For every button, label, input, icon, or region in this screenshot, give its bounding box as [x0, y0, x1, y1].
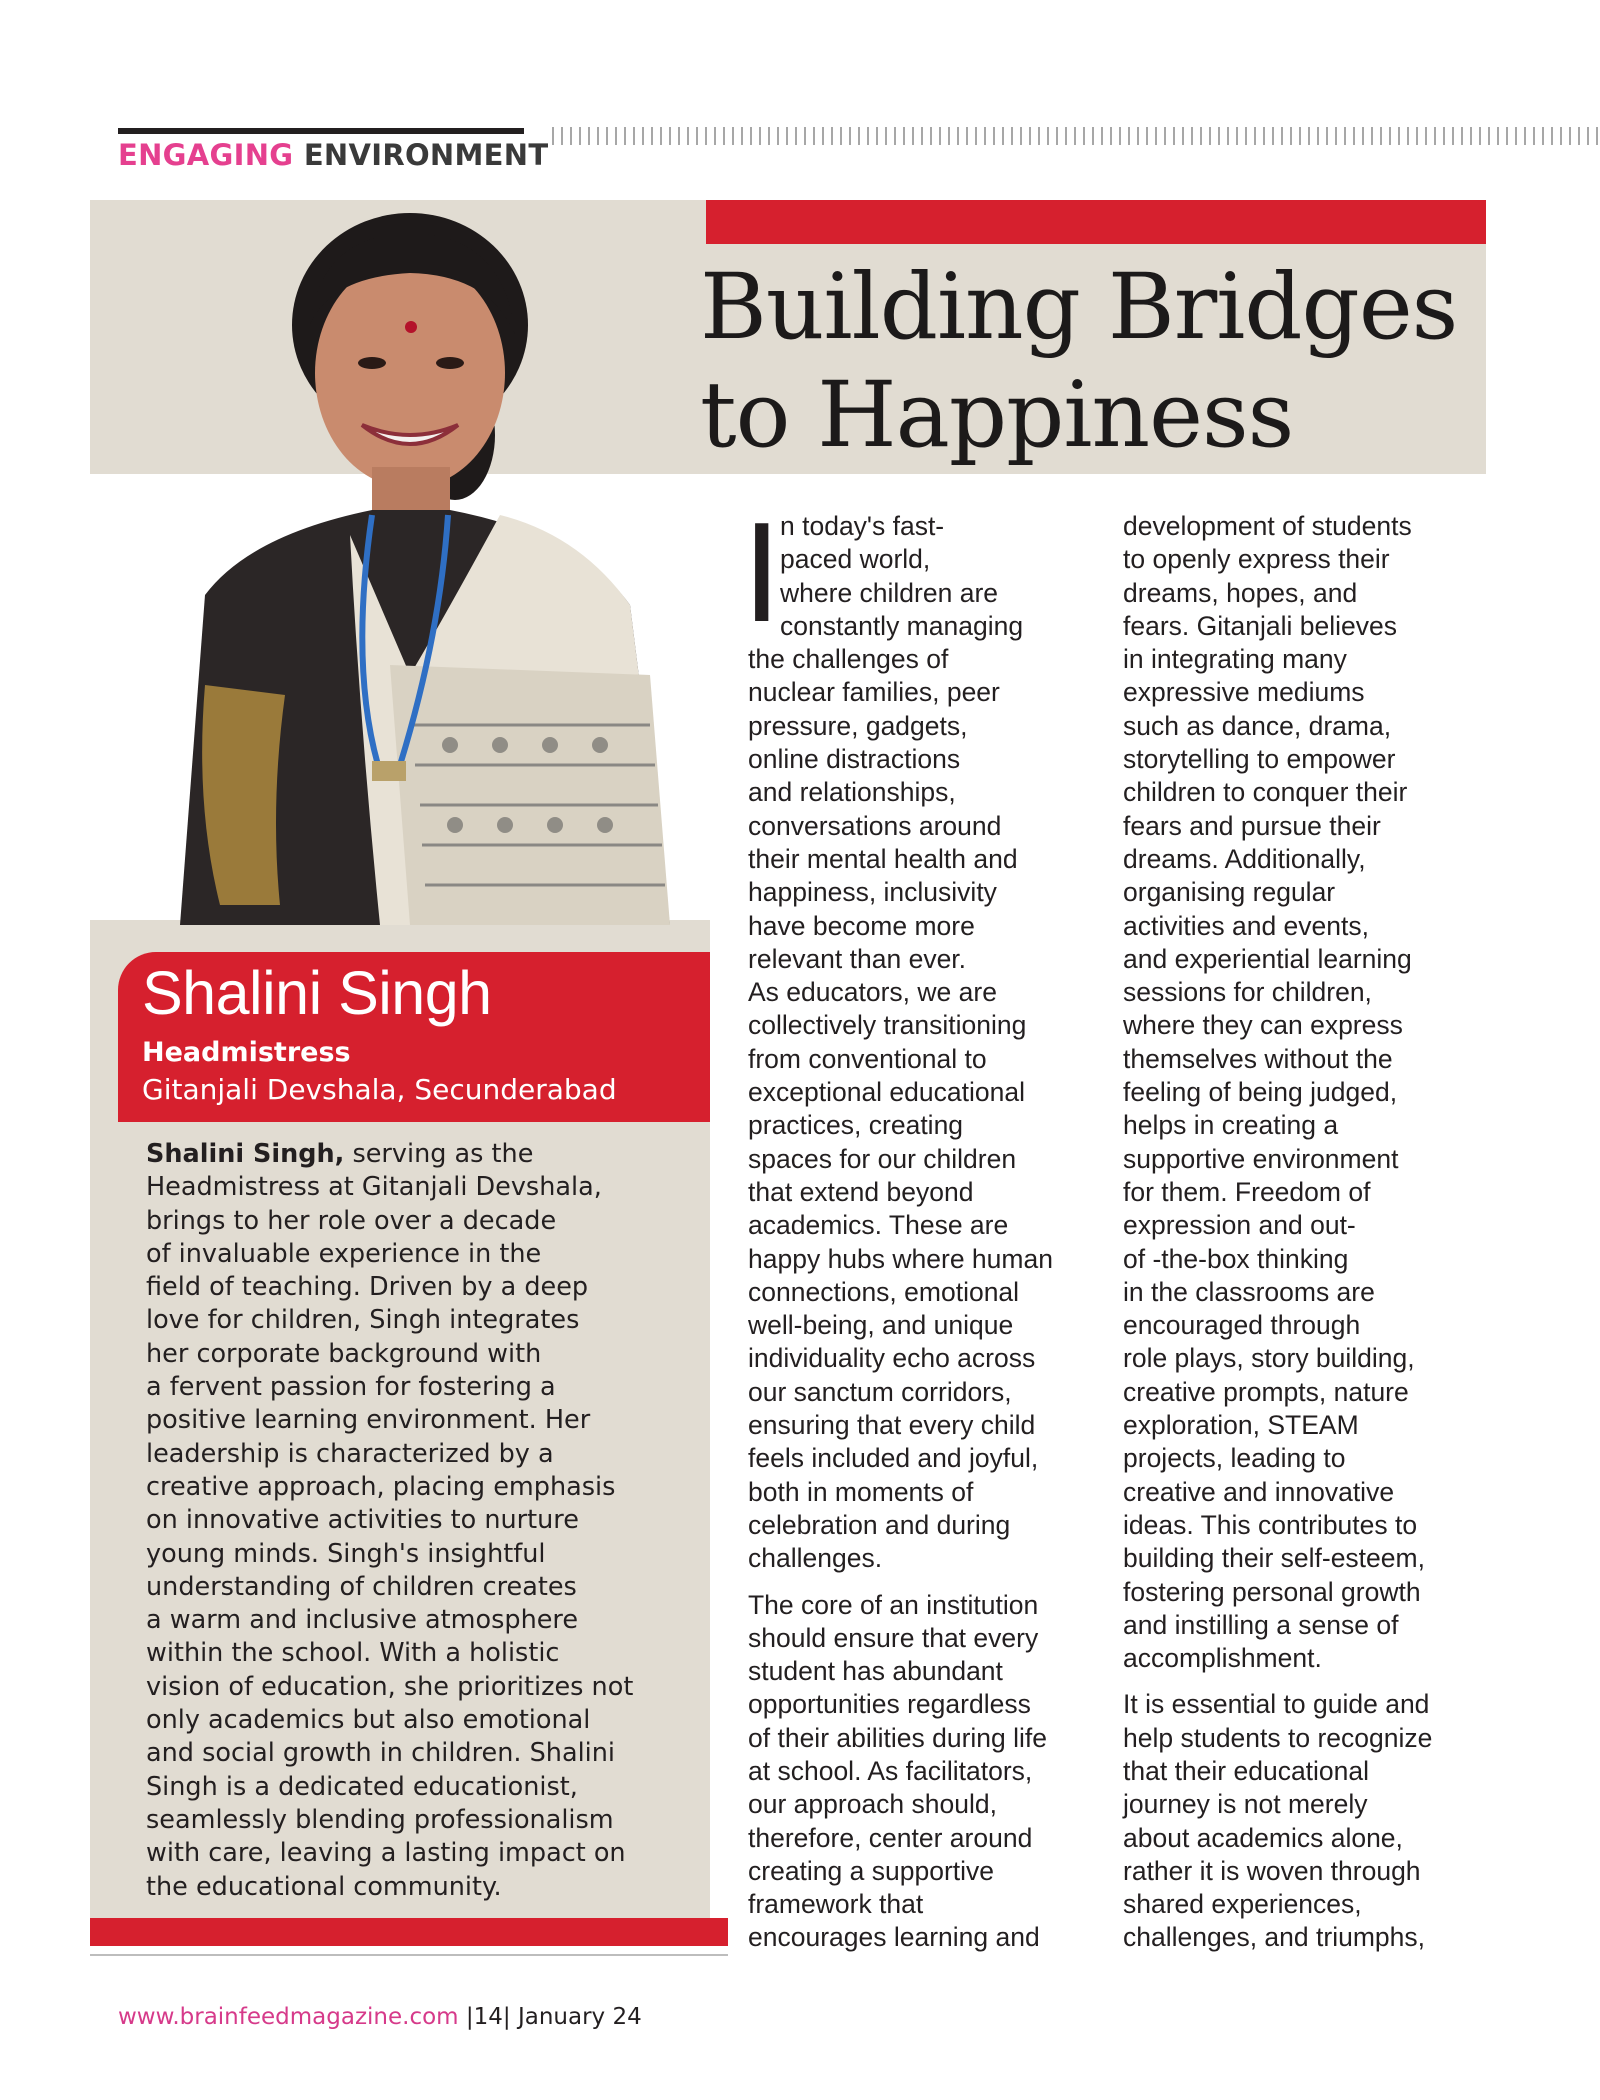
article-line: feels included and joyful, — [748, 1443, 1039, 1474]
article-paragraph-1 — [748, 643, 1108, 1575]
article-column-1 — [748, 510, 1108, 1955]
article-line: online distractions — [748, 744, 961, 775]
section-label-rest: ENVIRONMENT — [303, 138, 549, 172]
article-line: accomplishment. — [1123, 1643, 1322, 1674]
article-line: of their abilities during life — [748, 1722, 1048, 1753]
article-line: and experiential learning — [1123, 943, 1412, 974]
article-line: The core of an institution — [748, 1589, 1039, 1620]
article-line: storytelling to empower — [1123, 744, 1396, 775]
article-line: challenges. — [748, 1543, 883, 1574]
article-line: fostering personal growth — [1123, 1576, 1421, 1607]
article-indented-lines — [748, 510, 1108, 643]
article-line: creating a supportive — [748, 1855, 995, 1886]
article-line: development of students — [1123, 511, 1412, 541]
article-line: fears and pursue their — [1123, 810, 1381, 841]
article-line: building their self-esteem, — [1123, 1543, 1425, 1574]
bio-line: within the school. With a holistic — [146, 1638, 560, 1669]
bio-line: only academics but also emotional — [146, 1705, 591, 1736]
article-paragraph-2 — [748, 1589, 1108, 1955]
bio-line: brings to her role over a decade — [146, 1205, 557, 1236]
decorative-tick-bar — [552, 127, 1600, 145]
bio-line: love for children, Singh integrates — [146, 1305, 580, 1336]
article-line: conversations around — [748, 810, 1002, 841]
article-paragraph-4 — [1123, 1688, 1503, 1954]
article-line: creative and innovative — [1123, 1476, 1395, 1507]
sidebar-bottom-rule — [90, 1954, 728, 1956]
article-line: activities and events, — [1123, 910, 1369, 941]
article-line: well-being, and unique — [748, 1310, 1014, 1341]
article-line: creative prompts, nature — [1123, 1376, 1409, 1407]
article-line: organising regular — [1123, 877, 1336, 908]
profile-school: Gitanjali Devshala, Secunderabad — [142, 1073, 617, 1106]
article-line: expression and out- — [1123, 1210, 1356, 1241]
article-column-2 — [1123, 510, 1503, 1955]
article-line: It is essential to guide and — [1123, 1689, 1430, 1720]
drop-cap: I — [742, 493, 782, 652]
article-line: such as dance, drama, — [1123, 710, 1392, 741]
sidebar-bottom-bar — [90, 1918, 728, 1946]
article-line: dreams, hopes, and — [1123, 577, 1358, 608]
article-line: and relationships, — [748, 777, 956, 808]
footer-page-info: |14| January 24 — [458, 2004, 642, 2030]
bio-line: of invaluable experience in the — [146, 1238, 542, 1269]
article-line: therefore, center around — [748, 1822, 1033, 1853]
bio-line: and social growth in children. Shalini — [146, 1738, 615, 1769]
section-rule — [118, 128, 524, 134]
article-line: ensuring that every child — [748, 1410, 1036, 1441]
article-line: collectively transitioning — [748, 1010, 1027, 1041]
footer — [118, 2004, 642, 2030]
article-line: shared experiences, — [1123, 1889, 1362, 1920]
article-line: our approach should, — [748, 1789, 997, 1820]
article-line: projects, leading to — [1123, 1443, 1346, 1474]
article-line: dreams. Additionally, — [1123, 843, 1366, 874]
section-label-accent: ENGAGING — [118, 138, 294, 172]
bio-line: positive learning environment. Her — [146, 1405, 591, 1436]
article-line: constantly managing — [780, 610, 1024, 641]
bio-line: on innovative activities to nurture — [146, 1505, 579, 1536]
profile-role: Headmistress — [142, 1037, 351, 1068]
article-line: challenges, and triumphs, — [1123, 1922, 1425, 1953]
bio-line: the educational community. — [146, 1871, 502, 1902]
bio-line: seamlessly blending professionalism — [146, 1804, 614, 1835]
bio-line: a fervent passion for fostering a — [146, 1372, 556, 1403]
article-line: of -the-box thinking — [1123, 1243, 1349, 1274]
article-line: role plays, story building, — [1123, 1343, 1415, 1374]
article-line: where they can express — [1123, 1010, 1403, 1041]
bio-line: Singh is a dedicated educationist, — [146, 1771, 578, 1802]
article-line: happiness, inclusivity — [748, 877, 997, 908]
bio-line: leadership is characterized by a — [146, 1438, 554, 1469]
article-line: encouraged through — [1123, 1310, 1361, 1341]
headline-line-2: to Happiness — [700, 363, 1294, 468]
article-line: about academics alone, — [1123, 1822, 1403, 1853]
article-line: rather it is woven through — [1123, 1855, 1421, 1886]
article-line: their mental health and — [748, 843, 1018, 874]
article-line: academics. These are — [748, 1210, 1009, 1241]
headline-red-strip — [706, 200, 1486, 244]
bio-line: field of teaching. Driven by a deep — [146, 1272, 589, 1303]
article-line: journey is not merely — [1123, 1789, 1368, 1820]
article-line: both in moments of — [748, 1476, 974, 1507]
bio-line: understanding of children creates — [146, 1571, 577, 1602]
article-line: expressive mediums — [1123, 677, 1365, 708]
profile-name: Shalini Singh — [142, 959, 492, 1027]
article-line: should ensure that every — [748, 1622, 1039, 1653]
section-label — [118, 138, 548, 172]
article-line: have become more — [748, 910, 975, 941]
article-line: spaces for our children — [748, 1143, 1017, 1174]
article-line: to openly express their — [1123, 544, 1390, 575]
article-line: nuclear families, peer — [748, 677, 1000, 708]
bio-line: vision of education, she prioritizes not — [146, 1671, 634, 1702]
article-line: sessions for children, — [1123, 977, 1372, 1008]
article-line: themselves without the — [1123, 1043, 1393, 1074]
article-line: helps in creating a — [1123, 1110, 1339, 1141]
article-line: ideas. This contributes to — [1123, 1509, 1418, 1540]
bio-line: young minds. Singh's insightful — [146, 1538, 546, 1569]
article-line: our sanctum corridors, — [748, 1376, 1012, 1407]
article-line: fears. Gitanjali believes — [1123, 610, 1397, 641]
article-line: for them. Freedom of — [1123, 1176, 1371, 1207]
article-line: that extend beyond — [748, 1176, 974, 1207]
article-line: exploration, STEAM — [1123, 1410, 1359, 1441]
article-line: where children are — [780, 577, 999, 608]
article-line: at school. As facilitators, — [748, 1755, 1033, 1786]
article-line: student has abundant — [748, 1656, 1003, 1687]
footer-url[interactable]: www.brainfeedmagazine.com — [118, 2004, 459, 2030]
article-line: children to conquer their — [1123, 777, 1408, 808]
article-line: encourages learning and — [748, 1922, 1040, 1953]
article-line: individuality echo across — [748, 1343, 1036, 1374]
article-line: in integrating many — [1123, 644, 1347, 675]
bio-lead: Shalini Singh, — [146, 1139, 345, 1169]
article-line: celebration and during — [748, 1509, 1011, 1540]
article-line: paced world, — [780, 544, 931, 575]
article-line: connections, emotional — [748, 1276, 1020, 1307]
article-line: happy hubs where human — [748, 1243, 1053, 1274]
bio-line: creative approach, placing emphasis — [146, 1471, 616, 1502]
article-line: practices, creating — [748, 1110, 964, 1141]
article-line: help students to recognize — [1123, 1722, 1433, 1753]
article-line: opportunities regardless — [748, 1689, 1031, 1720]
bio-line: Shalini Singh, serving as the — [146, 1139, 534, 1169]
article-line: pressure, gadgets, — [748, 710, 968, 741]
bio-line: Headmistress at Gitanjali Devshala, — [146, 1172, 602, 1203]
profile-bio — [146, 1138, 706, 1904]
article-line: As educators, we are — [748, 977, 997, 1008]
bio-line: her corporate background with — [146, 1338, 542, 1369]
article-line: n today's fast- — [780, 511, 945, 541]
article-line: exceptional educational — [748, 1077, 1025, 1108]
article-line: in the classrooms are — [1123, 1276, 1375, 1307]
article-line: feeling of being judged, — [1123, 1077, 1398, 1108]
article-line: from conventional to — [748, 1043, 987, 1074]
article-line: the challenges of — [748, 644, 949, 675]
headline — [700, 254, 1480, 470]
headline-line-1: Building Bridges — [700, 255, 1458, 360]
article-line: that their educational — [1123, 1755, 1370, 1786]
bio-line: a warm and inclusive atmosphere — [146, 1605, 579, 1636]
article-paragraph-3 — [1123, 510, 1503, 1675]
bio-line: with care, leaving a lasting impact on — [146, 1838, 626, 1869]
article-line: and instilling a sense of — [1123, 1609, 1399, 1640]
article-line: relevant than ever. — [748, 943, 967, 974]
portrait-photo — [110, 205, 710, 925]
article-line: supportive environment — [1123, 1143, 1399, 1174]
article-line: framework that — [748, 1889, 924, 1920]
